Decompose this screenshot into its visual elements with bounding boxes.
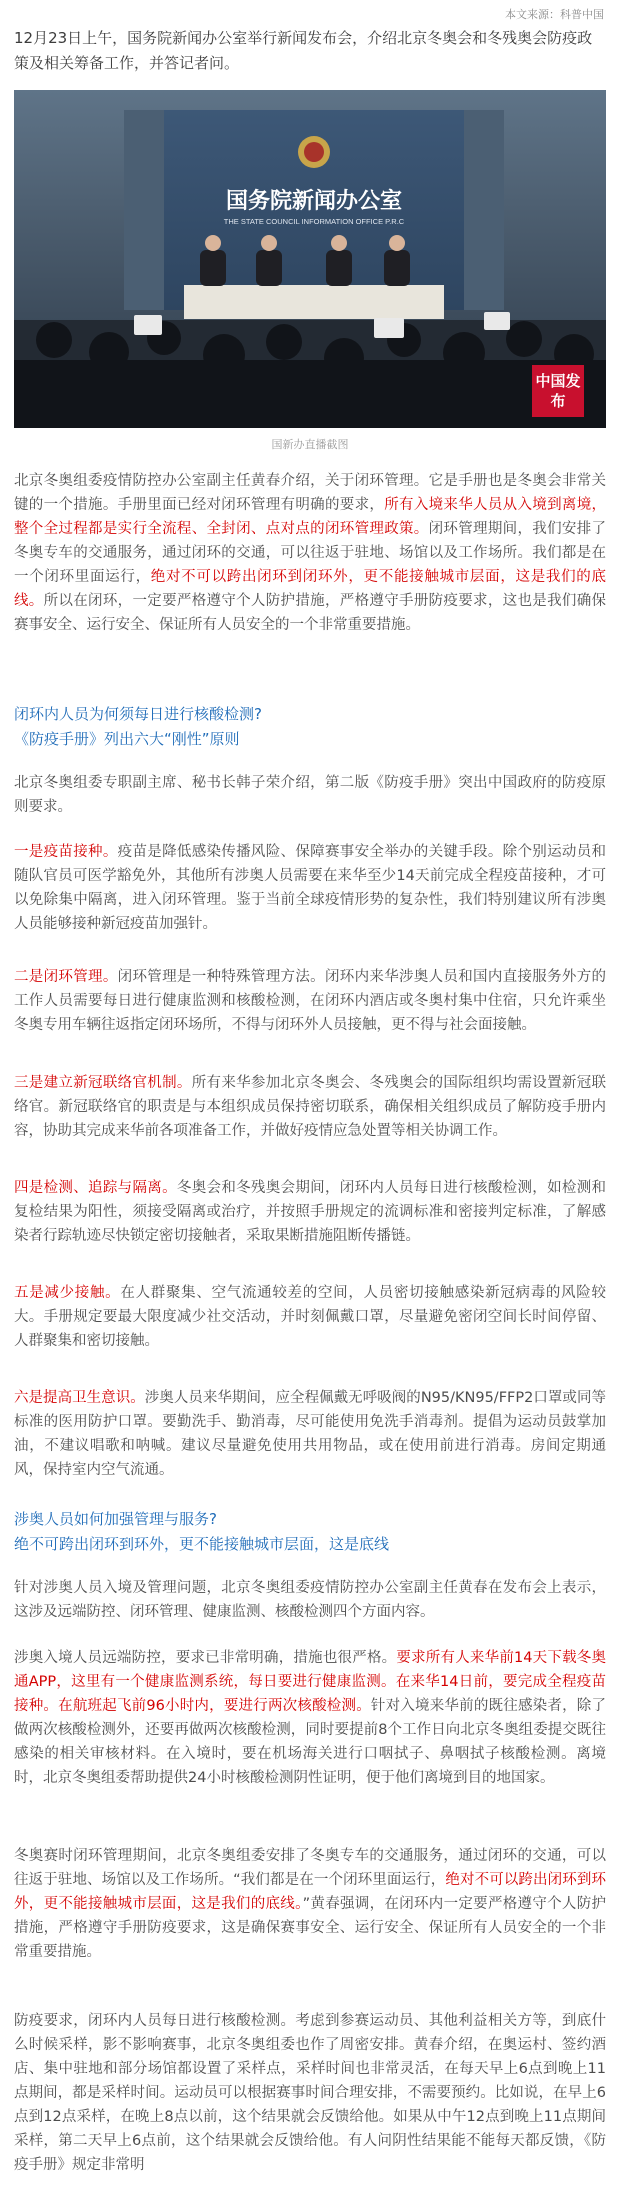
source-credit: 本文来源：科普中国	[505, 8, 604, 21]
heading-line: 《防疫手册》列出六大“刚性”原则	[14, 730, 240, 748]
text-span: 所以在闭环，一定要严格遵守个人防护措施，严格遵守手册防疫要求，这也是我们确保赛事安全、运行安全、保证所有人员安全的一个非常重要措施。	[14, 593, 607, 633]
principle-title: 三是建立新冠联络官机制。	[14, 1075, 192, 1091]
principle-body: 疫苗是降低感染传播风险、保障赛事安全举办的关键手段。除个别运动员和随队官员可医学豁免外，其他所有涉奥人员需要在来华至少14天前完成全程疫苗接种，才可以免除集中隔离，进入闭环管理。鉴于当前全球疫情形势的复杂性，我们特别建议所有涉奥人员能够接种新冠疫苗加强针。	[14, 844, 606, 932]
principle-body: 涉奥人员来华期间，应全程佩戴无呼吸阀的N95/KN95/FFP2口罩或同等标准的医用防护口罩。要勤洗手、勤消毒，尽可能使用免洗手消毒剂。提倡为运动员鼓掌加油，不建议唱歌和呐喊。建议尽量避免使用共用物品，或在使用前进行消毒。房间定期通风，保持室内空气流通。	[14, 1390, 606, 1478]
principle-item	[14, 1071, 606, 1143]
principle-item	[14, 965, 606, 1037]
heading-line: 绝不可跨出闭环到环外，更不能接触城市层面，这是底线	[14, 1535, 390, 1553]
paragraph-daily-testing: 防疫要求，闭环内人员每日进行核酸检测。考虑到参赛运动员、其他利益相关方等，到底什么时候采样，影不影响赛事，北京冬奥组委也作了周密安排。黄春介绍，在奥运村、签约酒店、集中驻地和部分场馆都设置了采样点，采样时间也非常灵活，在每天早上6点到晚上11点期间，都是采样时间。运动员可以根据赛事时间合理安排，不需要预约。比如说，在早上6点到12点采样，在晚上8点以前，这个结果就会反馈给他。如果从中午12点到晚上11点期间采样，第二天早上6点前，这个结果就会反馈给他。有人问阴性结果能不能每天都反馈，《防疫手册》规定非常明	[14, 2013, 606, 2173]
highlight-text: 要求所有人来华前14天下载冬奥通APP，这里有一个健康监测系统，每日要进行健康监测。在来华14日前，要完成全程疫苗接种。在航班起飞前96小时内，要进行两次核酸检测。	[14, 1650, 607, 1714]
banner-title-cn: 国务院新闻办公室	[225, 188, 403, 213]
paragraph-management-intro: 针对涉奥人员入境及管理问题，北京冬奥组委疫情防控办公室副主任黄春在发布会上表示，这涉及远端防控、闭环管理、健康监测、核酸检测四个方面内容。	[14, 1580, 606, 1620]
text-span: 针对入境来华前的既往感染者，除了做两次核酸检测外，还要再做两次核酸检测，同时要提前8个工作日向北京冬奥组委提交既往感染的相关审核材料。在入境时，要在机场海关进行口咽拭子、鼻咽拭子核酸检测。离境时，北京冬奥组委帮助提供24小时核酸检测阴性证明，便于他们离境到目的地国家。	[14, 1698, 606, 1786]
heading-line: 涉奥人员如何加强管理与服务?	[14, 1510, 217, 1528]
section-heading-1	[14, 702, 606, 752]
highlight-text: 绝对不可以跨出闭环到环外，更不能接触城市层面，这是我们的底线。	[14, 1872, 606, 1912]
text-span: 北京冬奥组委疫情防控办公室副主任黄春介绍，关于闭环管理。它是手册也是冬奥会非常关键的一个措施。手册里面已经对闭环管理有明确的要求，	[14, 473, 606, 513]
paragraph-principles-intro: 北京冬奥组委专职副主席、秘书长韩子荣介绍，第二版《防疫手册》突出中国政府的防疫原则要求。	[14, 775, 606, 815]
heading-line: 闭环内人员为何须每日进行核酸检测?	[14, 705, 262, 723]
text-span: 冬奥赛时闭环管理期间，北京冬奥组委安排了冬奥专车的交通服务，通过闭环的交通，可以往返于驻地、场馆以及工作场所。“我们都是在一个闭环里面运行，	[14, 1848, 606, 1888]
principle-item	[14, 1281, 606, 1353]
text-span: 涉奥入境人员远端防控，要求已非常明确，措施也很严格。	[14, 1650, 397, 1666]
principle-item	[14, 1176, 606, 1248]
photo-caption: 国新办直播截图	[271, 438, 349, 451]
text-span: 闭环管理期间，我们安排了冬奥专车的交通服务，通过闭环的交通，可以往返于驻地、场馆以及工作场所。我们都是在一个闭环里面运行，	[14, 521, 607, 585]
paragraph-closed-loop	[14, 469, 606, 637]
paragraph-remote-prevention	[14, 1646, 606, 1790]
principle-title: 六是提高卫生意识。	[14, 1390, 145, 1406]
highlight-text: 绝对不可以跨出闭环到闭环外，更不能接触城市层面，这是我们的底线。	[14, 569, 607, 609]
principle-body: 闭环管理是一种特殊管理方法。闭环内来华涉奥人员和国内直接服务外方的工作人员需要每日进行健康监测和核酸检测，在闭环内酒店或冬奥村集中住宿，只允许乘坐冬奥专用车辆往返指定闭环场所，不得与闭环外人员接触，更不得与社会面接触。	[14, 969, 606, 1033]
principle-title: 一是疫苗接种。	[14, 844, 118, 860]
china-release-badge: 中国发布	[532, 365, 584, 417]
principle-title: 二是闭环管理。	[14, 969, 118, 985]
principle-title: 五是减少接触。	[14, 1285, 121, 1301]
highlight-text: 所有入境来华人员从入境到离境，整个全过程都是实行全流程、全封闭、点对点的闭环管理政策。	[14, 497, 607, 537]
paragraph-closed-loop-transport	[14, 1844, 606, 1964]
principle-item	[14, 840, 606, 936]
press-conference-photo	[14, 90, 606, 428]
principle-title: 四是检测、追踪与隔离。	[14, 1180, 177, 1196]
text-span: ”黄春强调，在闭环内一定要严格遵守个人防护措施，严格遵守手册防疫要求，这是确保赛事安全、运行安全、保证所有人员安全的一个非常重要措施。	[14, 1896, 607, 1960]
section-heading-2	[14, 1507, 606, 1557]
press-conference-illustration	[14, 90, 606, 428]
principle-item	[14, 1386, 606, 1482]
principle-body: 所有来华参加北京冬奥会、冬残奥会的国际组织均需设置新冠联络官。新冠联络官的职责是与本组织成员保持密切联系，确保相关组织成员了解防疫手册内容，协助其完成来华前各项准备工作，并做好疫情应急处置等相关协调工作。	[14, 1075, 607, 1139]
lead-paragraph: 12月23日上午，国务院新闻办公室举行新闻发布会，介绍北京冬奥会和冬残奥会防疫政策及相关筹备工作，并答记者问。	[14, 29, 593, 72]
principle-body: 在人群聚集、空气流通较差的空间，人员密切接触感染新冠病毒的风险较大。手册规定要最大限度减少社交活动，并时刻佩戴口罩，尽量避免密闭空间长时间停留、人群聚集和密切接触。	[14, 1285, 607, 1349]
banner-title-en: THE STATE COUNCIL INFORMATION OFFICE P.R.C	[223, 217, 405, 226]
principle-body: 冬奥会和冬残奥会期间，闭环内人员每日进行核酸检测，如检测和复检结果为阳性，须接受隔离或治疗，并按照手册规定的流调标准和密接判定标准，了解感染者行踪轨迹尽快锁定密切接触者，采取果断措施阻断传播链。	[14, 1180, 607, 1244]
